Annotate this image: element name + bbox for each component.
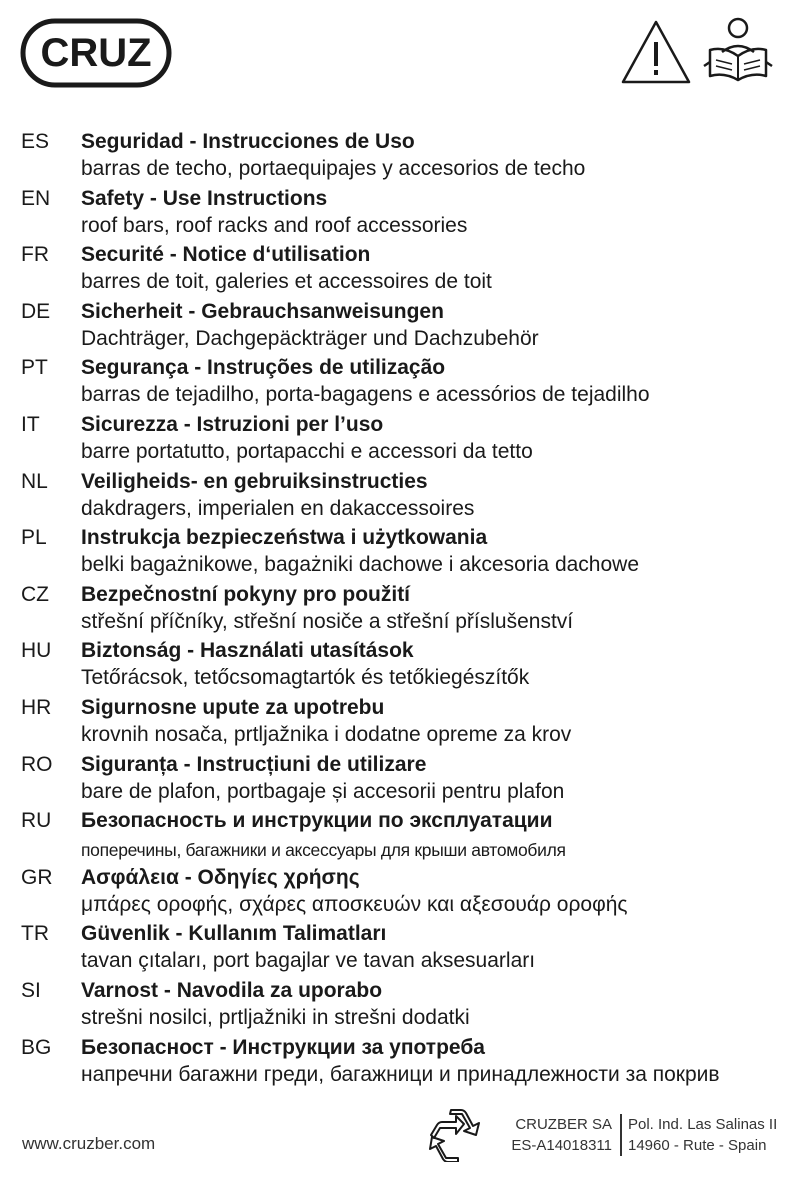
address-line-1: Pol. Ind. Las Salinas II bbox=[628, 1116, 778, 1133]
language-entry-tr bbox=[0, 920, 808, 977]
language-entry-pt bbox=[0, 354, 808, 411]
company-address bbox=[628, 1114, 777, 1156]
language-entry-it bbox=[0, 411, 808, 468]
language-title: Biztonság - Használati utasítások bbox=[81, 639, 414, 663]
language-code: EN bbox=[21, 186, 51, 210]
language-entry-ro bbox=[0, 751, 808, 808]
language-entry-hr bbox=[0, 694, 808, 751]
language-subtitle: Dachträger, Dachgepäckträger und Dachzubehör bbox=[81, 326, 539, 350]
recycle-icon bbox=[428, 1108, 484, 1162]
language-title: Sicherheit - Gebrauchsanweisungen bbox=[81, 299, 444, 323]
language-subtitle: μπάρες οροφής, σχάρες αποσκευών και αξεσουάρ οροφής bbox=[81, 892, 628, 916]
language-code: DE bbox=[21, 299, 51, 323]
language-entry-bg bbox=[0, 1034, 808, 1091]
language-title: Instrukcja bezpieczeństwa i użytkowania bbox=[81, 526, 488, 550]
language-title: Seguridad - Instrucciones de Uso bbox=[81, 130, 415, 153]
footer-divider bbox=[620, 1114, 622, 1156]
language-subtitle: barras de techo, portaequipajes y accesorios de techo bbox=[81, 157, 586, 180]
language-code: IT bbox=[21, 412, 40, 436]
language-subtitle: barre portatutto, portapacchi e accessori da tetto bbox=[81, 439, 533, 463]
language-code: PT bbox=[21, 356, 48, 380]
language-subtitle: поперечины, багажники и аксессуары для крыши автомобиля bbox=[81, 840, 566, 861]
language-title: Sicurezza - Istruzioni per l’uso bbox=[81, 412, 384, 436]
language-list bbox=[0, 128, 808, 1090]
company-info bbox=[496, 1114, 612, 1156]
language-entry-hu bbox=[0, 637, 808, 694]
language-code: FR bbox=[21, 243, 49, 267]
language-subtitle: krovnih nosača, prtljažnika i dodatne opreme za krov bbox=[81, 722, 572, 746]
language-entry-fr bbox=[0, 241, 808, 298]
language-code: SI bbox=[21, 978, 41, 1002]
language-code: PL bbox=[21, 526, 47, 550]
cruz-logo bbox=[20, 18, 172, 88]
language-title: Varnost - Navodila za uporabo bbox=[81, 978, 383, 1002]
language-code: GR bbox=[21, 865, 53, 889]
language-entry-nl bbox=[0, 468, 808, 525]
language-subtitle: dakdragers, imperialen en dakaccessoires bbox=[81, 496, 475, 520]
language-title: Безопасност - Инструкции за употреба bbox=[81, 1035, 485, 1059]
language-code: ES bbox=[21, 130, 50, 153]
language-code: TR bbox=[21, 922, 49, 946]
website-url[interactable]: www.cruzber.com bbox=[22, 1134, 156, 1153]
language-code: RO bbox=[21, 752, 53, 776]
address-line-2: 14960 - Rute - Spain bbox=[628, 1137, 767, 1154]
language-code: NL bbox=[21, 469, 48, 493]
language-entry-pl bbox=[0, 524, 808, 581]
language-entry-de bbox=[0, 298, 808, 355]
language-entry-ru bbox=[0, 807, 808, 864]
company-id: ES-A14018311 bbox=[511, 1137, 612, 1154]
language-title: Veiligheids- en gebruiksinstructies bbox=[81, 469, 428, 493]
language-title: Securité - Notice d‘utilisation bbox=[81, 243, 371, 267]
language-title: Safety - Use Instructions bbox=[81, 186, 328, 210]
language-entry-si bbox=[0, 977, 808, 1034]
svg-text:CRUZ: CRUZ bbox=[40, 31, 152, 75]
language-title: Bezpečnostní pokyny pro použití bbox=[81, 582, 411, 606]
warning-triangle-icon bbox=[620, 18, 692, 86]
language-subtitle: roof bars, roof racks and roof accessories bbox=[81, 213, 468, 237]
language-title: Segurança - Instruções de utilização bbox=[81, 356, 446, 380]
language-subtitle: belki bagażnikowe, bagażniki dachowe i akcesoria dachowe bbox=[81, 553, 640, 577]
language-code: CZ bbox=[21, 582, 49, 606]
language-entry-gr bbox=[0, 864, 808, 921]
language-subtitle: barres de toit, galeries et accessoires de toit bbox=[81, 270, 492, 294]
language-entry-es bbox=[0, 128, 808, 185]
language-subtitle: strešni nosilci, prtljažniki in strešni dodatki bbox=[81, 1005, 470, 1029]
language-code: RU bbox=[21, 809, 52, 833]
language-code: BG bbox=[21, 1035, 52, 1059]
language-title: Sigurnosne upute za upotrebu bbox=[81, 695, 385, 719]
language-subtitle: Tetőrácsok, tetőcsomagtartók és tetőkiegészítők bbox=[81, 666, 530, 690]
language-code: HR bbox=[21, 695, 52, 719]
language-title: Ασφάλεια - Οδηγίες χρήσης bbox=[81, 865, 360, 889]
language-entry-cz bbox=[0, 581, 808, 638]
language-subtitle: напречни багажни греди, багажници и принадлежности за покрив bbox=[81, 1062, 720, 1086]
language-subtitle: tavan çıtaları, port bagajlar ve tavan aksesuarları bbox=[81, 949, 536, 973]
company-name: CRUZBER SA bbox=[515, 1116, 612, 1133]
language-code: HU bbox=[21, 639, 52, 663]
language-subtitle: střešní příčníky, střešní nosiče a střešní příslušenství bbox=[81, 609, 574, 633]
language-subtitle: barras de tejadilho, porta-bagagens e acessórios de tejadilho bbox=[81, 383, 650, 407]
language-entry-en bbox=[0, 185, 808, 242]
language-title: Siguranța - Instrucțiuni de utilizare bbox=[81, 752, 427, 776]
language-title: Безопасность и инструкции по эксплуатации bbox=[81, 809, 553, 833]
language-subtitle: bare de plafon, portbagaje și accesorii pentru plafon bbox=[81, 779, 565, 803]
read-manual-icon bbox=[700, 16, 776, 88]
language-title: Güvenlik - Kullanım Talimatları bbox=[81, 922, 387, 946]
